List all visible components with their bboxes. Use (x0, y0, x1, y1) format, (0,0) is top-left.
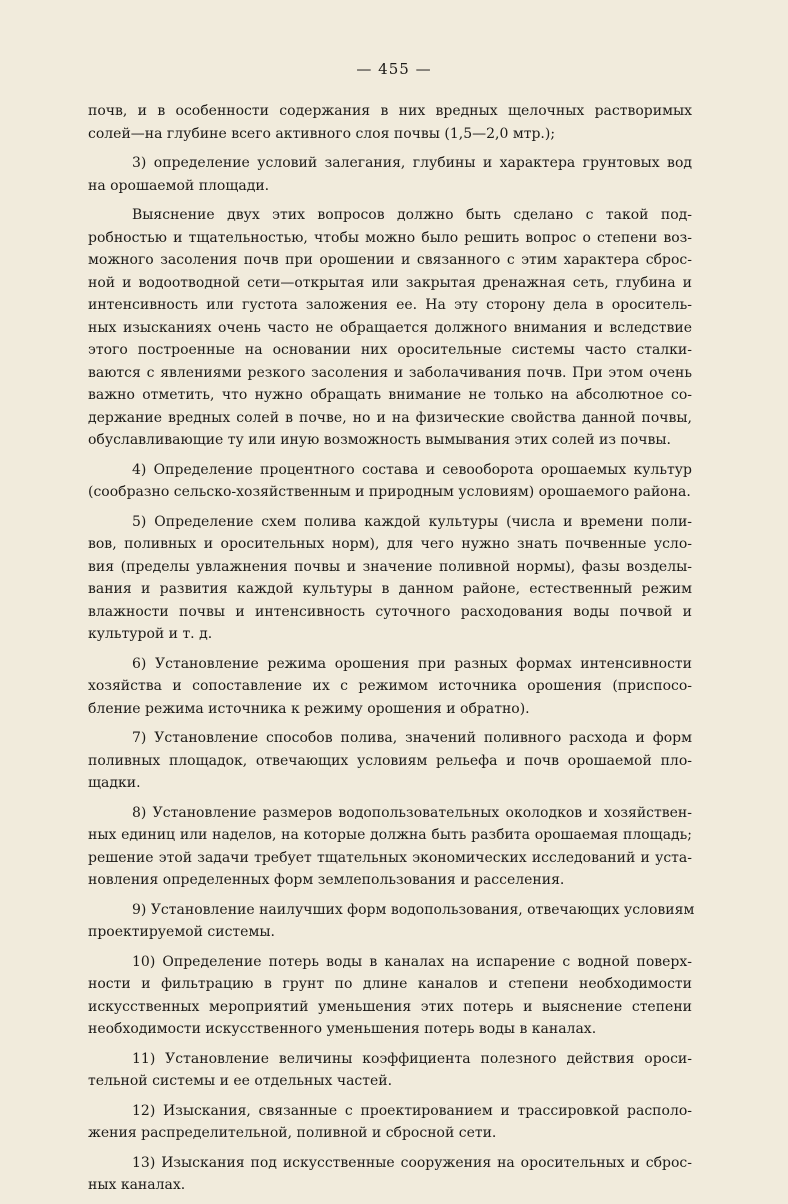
text-line: солей—на глубине всего активного слоя почвы (1,5—2,0 мтр.); (88, 125, 556, 142)
text-line: 10) Определение потерь воды в каналах на испарение с водной поверх- (132, 953, 692, 970)
paragraph (88, 100, 692, 145)
text-line: 3) определение условий залегания, глубины и характера грунтовых вод (132, 155, 692, 171)
text-line: обуславливающие ту или иную возможность вымывания этих солей из почвы. (88, 432, 671, 448)
text-line: влажности почвы и интенсивность суточного расходования воды почвой и (88, 603, 692, 620)
text-line: держание вредных солей в почве, но и на физические свойства данной почвы, (88, 409, 692, 426)
text-line: ности и фильтрацию в грунт по длине каналов и степени необходимости (88, 976, 692, 992)
text-line: поливных площадок, отвечающих условиям рельефа и почв орошаемой пло- (88, 752, 692, 769)
paragraph (88, 899, 695, 944)
paragraph (88, 951, 692, 1041)
text-line: Выяснение двух этих вопросов должно быть сделано с такой под- (132, 207, 692, 223)
text-line: ваются с явлениями резкого засоления и заболачивания почв. При этом очень (88, 364, 692, 381)
text-line: вания и развития каждой культуры в данном районе, естественный режим (88, 581, 692, 597)
text-line: бление режима источника к режиму орошения и обратно). (88, 700, 530, 717)
paragraph (88, 511, 692, 646)
text-line: решение этой задачи требует тщательных экономических исследований и уста- (88, 849, 692, 866)
text-line: жения распределительной, поливной и сбросной сети. (88, 1125, 497, 1141)
text-line: 9) Установление наилучших форм водопользования, отвечающих условиям (132, 901, 695, 918)
text-line: можного засоления почв при орошении и связанного с этим характера сброс- (88, 252, 692, 268)
paragraph (88, 802, 692, 892)
text-line: ных каналах. (88, 1177, 186, 1193)
paragraph (88, 204, 692, 452)
text-line: ных изысканиях очень часто не обращается должного внимания и вследствие (88, 319, 692, 336)
text-line: 4) Определение процентного состава и севооборота орошаемых культур (132, 461, 692, 478)
text-line: ной и водоотводной сети—открытая или закрытая дренажная сеть, глубина и (88, 274, 692, 291)
text-line: новления определенных форм землепользования и расселения. (88, 872, 565, 888)
text-line: хозяйства и сопоставление их с режимом источника орошения (приспосо- (88, 678, 692, 694)
text-line: вия (пределы увлажнения почвы и значение поливной нормы), фазы возделы- (88, 558, 692, 575)
paragraph (88, 1152, 692, 1197)
text-line: (сообразно сельско-хозяйственным и природным условиям) орошаемого района. (88, 484, 691, 500)
text-line: 6) Установление режима орошения при разных формах интенсивности (132, 655, 692, 672)
text-line: вов, поливных и оросительных норм), для чего нужно знать почвенные усло- (88, 536, 692, 552)
text-line: щадки. (88, 775, 141, 791)
text-line: культурой и т. д. (88, 626, 213, 642)
text-line: важно отметить, что нужно обращать внимание не только на абсолютное со- (88, 387, 692, 403)
paragraph (88, 459, 692, 504)
text-line: 5) Определение схем полива каждой культуры (числа и времени поли- (132, 513, 692, 530)
text-line: проектируемой системы. (88, 924, 275, 940)
text-line: этого построенные на основании них оросительные системы часто сталки- (88, 342, 692, 358)
text-line: искусственных мероприятий уменьшения этих потерь и выяснение степени (88, 998, 692, 1015)
body-text (88, 100, 695, 1204)
text-line: почв, и в особенности содержания в них вредных щелочных растворимых (88, 103, 692, 119)
paragraph (88, 1100, 692, 1145)
paragraph (88, 653, 692, 721)
paragraph (88, 1048, 692, 1093)
paragraph (88, 727, 692, 795)
text-line: 7) Установление способов полива, значений поливного расхода и форм (132, 730, 692, 746)
text-line: на орошаемой площади. (88, 177, 270, 194)
text-line: интенсивность или густота заложения ее. На эту сторону дела в ороситель- (88, 297, 692, 313)
text-line: тельной системы и ее отдельных частей. (88, 1073, 393, 1089)
text-line: 11) Установление величины коэффициента полезного действия ороси- (132, 1050, 692, 1067)
text-line: необходимости искусственного уменьшения потерь воды в каналах. (88, 1021, 597, 1037)
page-number: — 455 — (356, 60, 432, 78)
text-line: 8) Установление размеров водопользовательных околодков и хозяйствен- (132, 804, 692, 821)
paragraph (88, 152, 692, 197)
text-line: 13) Изыскания под искусственные сооружения на оросительных и сброс- (132, 1154, 692, 1171)
text-line: 12) Изыскания, связанные с проектированием и трассировкой располо- (132, 1102, 692, 1119)
text-line: ных единиц или наделов, на которые должна быть разбита орошаемая площадь; (88, 827, 692, 843)
text-line: робностью и тщательностью, чтобы можно было решить вопрос о степени воз- (88, 229, 692, 246)
